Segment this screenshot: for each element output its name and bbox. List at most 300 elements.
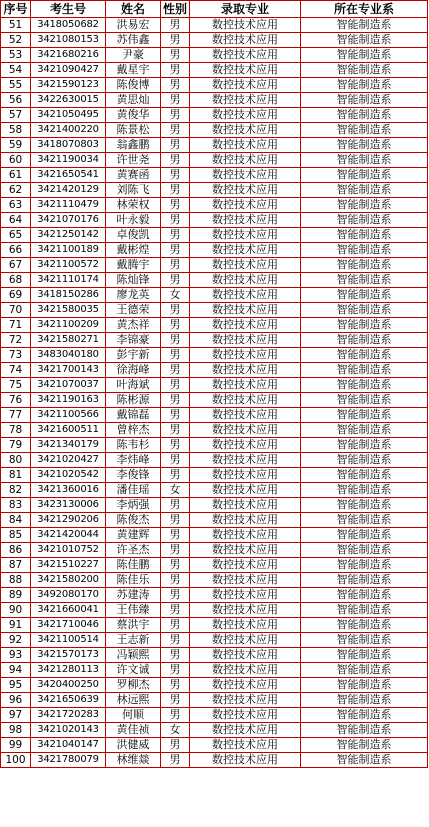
- cell-name: 黄赛函: [106, 168, 161, 183]
- cell-gender: 男: [161, 273, 190, 288]
- cell-name: 林荣权: [106, 198, 161, 213]
- cell-gender: 男: [161, 243, 190, 258]
- cell-exam-id: 3421010752: [31, 543, 106, 558]
- table-row: [1, 258, 428, 273]
- cell-gender: 男: [161, 18, 190, 33]
- cell-major: 数控技术应用: [190, 663, 301, 678]
- table-row: [1, 438, 428, 453]
- cell-gender: 男: [161, 228, 190, 243]
- cell-index: 72: [1, 333, 31, 348]
- cell-index: 75: [1, 378, 31, 393]
- cell-department: 智能制造系: [301, 663, 428, 678]
- cell-gender: 男: [161, 753, 190, 768]
- cell-exam-id: 3421100514: [31, 633, 106, 648]
- cell-exam-id: 3422630015: [31, 93, 106, 108]
- table-row: [1, 378, 428, 393]
- cell-major: 数控技术应用: [190, 408, 301, 423]
- cell-department: 智能制造系: [301, 228, 428, 243]
- cell-name: 陈灿锋: [106, 273, 161, 288]
- table-row: [1, 123, 428, 138]
- cell-exam-id: 3421190163: [31, 393, 106, 408]
- cell-department: 智能制造系: [301, 558, 428, 573]
- cell-index: 84: [1, 513, 31, 528]
- cell-major: 数控技术应用: [190, 168, 301, 183]
- table-row: [1, 273, 428, 288]
- cell-gender: 男: [161, 78, 190, 93]
- cell-gender: 男: [161, 348, 190, 363]
- table-row: [1, 468, 428, 483]
- cell-gender: 男: [161, 198, 190, 213]
- cell-index: 56: [1, 93, 31, 108]
- cell-exam-id: 3421020427: [31, 453, 106, 468]
- cell-gender: 男: [161, 618, 190, 633]
- cell-department: 智能制造系: [301, 123, 428, 138]
- table-row: [1, 738, 428, 753]
- table-row: [1, 168, 428, 183]
- cell-exam-id: 3420400250: [31, 678, 106, 693]
- table-row: [1, 288, 428, 303]
- cell-department: 智能制造系: [301, 453, 428, 468]
- table-row: [1, 243, 428, 258]
- cell-index: 74: [1, 363, 31, 378]
- cell-index: 69: [1, 288, 31, 303]
- cell-index: 79: [1, 438, 31, 453]
- cell-major: 数控技术应用: [190, 63, 301, 78]
- cell-name: 王志新: [106, 633, 161, 648]
- cell-major: 数控技术应用: [190, 18, 301, 33]
- table-row: [1, 198, 428, 213]
- cell-index: 65: [1, 228, 31, 243]
- cell-department: 智能制造系: [301, 243, 428, 258]
- cell-name: 李炜峰: [106, 453, 161, 468]
- cell-department: 智能制造系: [301, 678, 428, 693]
- cell-major: 数控技术应用: [190, 453, 301, 468]
- cell-exam-id: 3421580271: [31, 333, 106, 348]
- cell-gender: 女: [161, 288, 190, 303]
- cell-exam-id: 3421580035: [31, 303, 106, 318]
- cell-major: 数控技术应用: [190, 273, 301, 288]
- cell-name: 林远熙: [106, 693, 161, 708]
- cell-gender: 男: [161, 318, 190, 333]
- cell-index: 90: [1, 603, 31, 618]
- cell-name: 戴彬煌: [106, 243, 161, 258]
- table-row: [1, 543, 428, 558]
- cell-gender: 男: [161, 393, 190, 408]
- cell-index: 76: [1, 393, 31, 408]
- table-header: [1, 1, 428, 18]
- cell-major: 数控技术应用: [190, 753, 301, 768]
- cell-exam-id: 3421650541: [31, 168, 106, 183]
- cell-index: 78: [1, 423, 31, 438]
- cell-major: 数控技术应用: [190, 213, 301, 228]
- table-row: [1, 423, 428, 438]
- cell-major: 数控技术应用: [190, 588, 301, 603]
- cell-index: 88: [1, 573, 31, 588]
- cell-name: 彭宇新: [106, 348, 161, 363]
- cell-exam-id: 3421340179: [31, 438, 106, 453]
- cell-exam-id: 3421070176: [31, 213, 106, 228]
- cell-gender: 男: [161, 63, 190, 78]
- cell-major: 数控技术应用: [190, 573, 301, 588]
- cell-gender: 男: [161, 303, 190, 318]
- table-row: [1, 78, 428, 93]
- cell-exam-id: 3421600511: [31, 423, 106, 438]
- cell-department: 智能制造系: [301, 588, 428, 603]
- cell-exam-id: 3421020542: [31, 468, 106, 483]
- table-row: [1, 753, 428, 768]
- cell-name: 叶永毅: [106, 213, 161, 228]
- cell-gender: 男: [161, 93, 190, 108]
- cell-department: 智能制造系: [301, 183, 428, 198]
- cell-name: 陈景松: [106, 123, 161, 138]
- cell-name: 尹豪: [106, 48, 161, 63]
- cell-major: 数控技术应用: [190, 633, 301, 648]
- cell-department: 智能制造系: [301, 213, 428, 228]
- cell-department: 智能制造系: [301, 273, 428, 288]
- cell-name: 戴腾宇: [106, 258, 161, 273]
- cell-gender: 女: [161, 483, 190, 498]
- cell-major: 数控技术应用: [190, 333, 301, 348]
- table-row: [1, 558, 428, 573]
- cell-department: 智能制造系: [301, 333, 428, 348]
- cell-name: 李俊锋: [106, 468, 161, 483]
- cell-index: 86: [1, 543, 31, 558]
- cell-name: 许圣杰: [106, 543, 161, 558]
- cell-department: 智能制造系: [301, 198, 428, 213]
- cell-major: 数控技术应用: [190, 108, 301, 123]
- cell-name: 林维燚: [106, 753, 161, 768]
- cell-index: 60: [1, 153, 31, 168]
- cell-major: 数控技术应用: [190, 498, 301, 513]
- cell-index: 77: [1, 408, 31, 423]
- table-row: [1, 453, 428, 468]
- cell-department: 智能制造系: [301, 378, 428, 393]
- cell-department: 智能制造系: [301, 648, 428, 663]
- cell-index: 63: [1, 198, 31, 213]
- cell-name: 许世尧: [106, 153, 161, 168]
- table-row: [1, 528, 428, 543]
- cell-major: 数控技术应用: [190, 348, 301, 363]
- cell-exam-id: 3421420129: [31, 183, 106, 198]
- cell-name: 黄思灿: [106, 93, 161, 108]
- cell-name: 刘陈飞: [106, 183, 161, 198]
- cell-gender: 男: [161, 153, 190, 168]
- cell-major: 数控技术应用: [190, 303, 301, 318]
- cell-department: 智能制造系: [301, 633, 428, 648]
- cell-index: 64: [1, 213, 31, 228]
- cell-major: 数控技术应用: [190, 378, 301, 393]
- table-row: [1, 648, 428, 663]
- cell-name: 戴星宇: [106, 63, 161, 78]
- cell-major: 数控技术应用: [190, 438, 301, 453]
- cell-department: 智能制造系: [301, 33, 428, 48]
- cell-department: 智能制造系: [301, 318, 428, 333]
- table-row: [1, 663, 428, 678]
- cell-department: 智能制造系: [301, 498, 428, 513]
- cell-index: 68: [1, 273, 31, 288]
- cell-major: 数控技术应用: [190, 228, 301, 243]
- cell-major: 数控技术应用: [190, 33, 301, 48]
- cell-major: 数控技术应用: [190, 648, 301, 663]
- cell-gender: 男: [161, 558, 190, 573]
- cell-major: 数控技术应用: [190, 258, 301, 273]
- cell-exam-id: 3421100572: [31, 258, 106, 273]
- cell-index: 89: [1, 588, 31, 603]
- cell-department: 智能制造系: [301, 138, 428, 153]
- cell-name: 何顺: [106, 708, 161, 723]
- cell-name: 王德荣: [106, 303, 161, 318]
- header-major: 录取专业: [190, 1, 301, 18]
- table-row: [1, 708, 428, 723]
- cell-name: 洪易宏: [106, 18, 161, 33]
- cell-index: 66: [1, 243, 31, 258]
- cell-exam-id: 3421290206: [31, 513, 106, 528]
- cell-gender: 男: [161, 33, 190, 48]
- cell-department: 智能制造系: [301, 603, 428, 618]
- cell-major: 数控技术应用: [190, 123, 301, 138]
- cell-exam-id: 3421400220: [31, 123, 106, 138]
- cell-exam-id: 3421100209: [31, 318, 106, 333]
- cell-gender: 男: [161, 543, 190, 558]
- cell-gender: 男: [161, 438, 190, 453]
- cell-name: 翁鑫鹏: [106, 138, 161, 153]
- table-row: [1, 33, 428, 48]
- cell-department: 智能制造系: [301, 78, 428, 93]
- cell-name: 苏建涛: [106, 588, 161, 603]
- table-row: [1, 303, 428, 318]
- cell-major: 数控技术应用: [190, 693, 301, 708]
- cell-department: 智能制造系: [301, 63, 428, 78]
- cell-department: 智能制造系: [301, 288, 428, 303]
- cell-index: 99: [1, 738, 31, 753]
- cell-index: 97: [1, 708, 31, 723]
- cell-index: 92: [1, 633, 31, 648]
- table-row: [1, 63, 428, 78]
- cell-name: 陈佳乐: [106, 573, 161, 588]
- table-row: [1, 678, 428, 693]
- cell-name: 苏伟鑫: [106, 33, 161, 48]
- cell-name: 曾梓杰: [106, 423, 161, 438]
- cell-name: 黄佳祯: [106, 723, 161, 738]
- cell-major: 数控技术应用: [190, 603, 301, 618]
- table-row: [1, 588, 428, 603]
- cell-exam-id: 3421590123: [31, 78, 106, 93]
- cell-major: 数控技术应用: [190, 528, 301, 543]
- cell-major: 数控技术应用: [190, 393, 301, 408]
- cell-department: 智能制造系: [301, 723, 428, 738]
- table-row: [1, 18, 428, 33]
- cell-index: 51: [1, 18, 31, 33]
- table-row: [1, 618, 428, 633]
- cell-exam-id: 3421100566: [31, 408, 106, 423]
- cell-gender: 男: [161, 363, 190, 378]
- cell-name: 陈佳鹏: [106, 558, 161, 573]
- cell-gender: 男: [161, 678, 190, 693]
- table-row: [1, 228, 428, 243]
- cell-index: 73: [1, 348, 31, 363]
- cell-index: 62: [1, 183, 31, 198]
- table-row: [1, 693, 428, 708]
- table-row: [1, 318, 428, 333]
- cell-gender: 男: [161, 693, 190, 708]
- cell-department: 智能制造系: [301, 423, 428, 438]
- cell-exam-id: 3421080153: [31, 33, 106, 48]
- table-row: [1, 93, 428, 108]
- cell-major: 数控技术应用: [190, 543, 301, 558]
- cell-index: 71: [1, 318, 31, 333]
- cell-gender: 男: [161, 573, 190, 588]
- cell-major: 数控技术应用: [190, 708, 301, 723]
- cell-exam-id: 3421420044: [31, 528, 106, 543]
- cell-index: 81: [1, 468, 31, 483]
- cell-department: 智能制造系: [301, 93, 428, 108]
- cell-index: 93: [1, 648, 31, 663]
- cell-index: 67: [1, 258, 31, 273]
- cell-department: 智能制造系: [301, 543, 428, 558]
- cell-gender: 男: [161, 408, 190, 423]
- cell-name: 陈俊杰: [106, 513, 161, 528]
- table-row: [1, 513, 428, 528]
- cell-gender: 男: [161, 498, 190, 513]
- table-row: [1, 723, 428, 738]
- cell-gender: 男: [161, 468, 190, 483]
- table-row: [1, 393, 428, 408]
- cell-department: 智能制造系: [301, 408, 428, 423]
- cell-exam-id: 3421040147: [31, 738, 106, 753]
- cell-gender: 男: [161, 648, 190, 663]
- cell-exam-id: 3421680216: [31, 48, 106, 63]
- cell-exam-id: 3421570173: [31, 648, 106, 663]
- cell-index: 52: [1, 33, 31, 48]
- cell-department: 智能制造系: [301, 258, 428, 273]
- cell-name: 李炳强: [106, 498, 161, 513]
- cell-index: 91: [1, 618, 31, 633]
- table-row: [1, 153, 428, 168]
- cell-major: 数控技术应用: [190, 723, 301, 738]
- cell-department: 智能制造系: [301, 468, 428, 483]
- cell-name: 洪健威: [106, 738, 161, 753]
- cell-gender: 男: [161, 333, 190, 348]
- table-row: [1, 213, 428, 228]
- cell-exam-id: 3421710046: [31, 618, 106, 633]
- cell-gender: 男: [161, 528, 190, 543]
- table-row: [1, 108, 428, 123]
- cell-major: 数控技术应用: [190, 558, 301, 573]
- header-exam-id: 考生号: [31, 1, 106, 18]
- cell-exam-id: 3421070037: [31, 378, 106, 393]
- cell-exam-id: 3421090427: [31, 63, 106, 78]
- cell-exam-id: 3421700143: [31, 363, 106, 378]
- cell-department: 智能制造系: [301, 303, 428, 318]
- cell-gender: 男: [161, 108, 190, 123]
- cell-gender: 男: [161, 588, 190, 603]
- cell-major: 数控技术应用: [190, 423, 301, 438]
- cell-index: 57: [1, 108, 31, 123]
- table-row: [1, 633, 428, 648]
- cell-gender: 男: [161, 513, 190, 528]
- cell-name: 罗柳杰: [106, 678, 161, 693]
- cell-index: 59: [1, 138, 31, 153]
- table-row: [1, 498, 428, 513]
- cell-exam-id: 3423130006: [31, 498, 106, 513]
- cell-gender: 男: [161, 708, 190, 723]
- cell-gender: 男: [161, 603, 190, 618]
- table-row: [1, 363, 428, 378]
- cell-name: 蔡洪宇: [106, 618, 161, 633]
- cell-exam-id: 3421020143: [31, 723, 106, 738]
- cell-gender: 男: [161, 123, 190, 138]
- cell-department: 智能制造系: [301, 693, 428, 708]
- cell-name: 许文诚: [106, 663, 161, 678]
- cell-department: 智能制造系: [301, 738, 428, 753]
- cell-department: 智能制造系: [301, 618, 428, 633]
- cell-exam-id: 3421050495: [31, 108, 106, 123]
- cell-department: 智能制造系: [301, 513, 428, 528]
- cell-major: 数控技术应用: [190, 78, 301, 93]
- cell-index: 80: [1, 453, 31, 468]
- header-department: 所在专业系: [301, 1, 428, 18]
- cell-name: 陈韦杉: [106, 438, 161, 453]
- table-row: [1, 183, 428, 198]
- cell-major: 数控技术应用: [190, 363, 301, 378]
- cell-department: 智能制造系: [301, 753, 428, 768]
- cell-name: 潘佳瑶: [106, 483, 161, 498]
- cell-gender: 男: [161, 213, 190, 228]
- header-index: 序号: [1, 1, 31, 18]
- cell-index: 98: [1, 723, 31, 738]
- cell-department: 智能制造系: [301, 153, 428, 168]
- cell-exam-id: 3421780079: [31, 753, 106, 768]
- cell-major: 数控技术应用: [190, 678, 301, 693]
- cell-major: 数控技术应用: [190, 288, 301, 303]
- header-row: [1, 1, 428, 18]
- cell-gender: 男: [161, 633, 190, 648]
- cell-name: 王伟臻: [106, 603, 161, 618]
- cell-index: 87: [1, 558, 31, 573]
- cell-major: 数控技术应用: [190, 48, 301, 63]
- cell-index: 83: [1, 498, 31, 513]
- cell-index: 54: [1, 63, 31, 78]
- cell-name: 黄俊华: [106, 108, 161, 123]
- cell-exam-id: 3483040180: [31, 348, 106, 363]
- cell-gender: 男: [161, 168, 190, 183]
- table-row: [1, 333, 428, 348]
- table-body: [1, 18, 428, 768]
- cell-major: 数控技术应用: [190, 153, 301, 168]
- cell-name: 黄建辉: [106, 528, 161, 543]
- cell-gender: 男: [161, 258, 190, 273]
- cell-exam-id: 3421110479: [31, 198, 106, 213]
- cell-department: 智能制造系: [301, 363, 428, 378]
- cell-exam-id: 3418070803: [31, 138, 106, 153]
- table-row: [1, 603, 428, 618]
- cell-major: 数控技术应用: [190, 243, 301, 258]
- cell-exam-id: 3418050682: [31, 18, 106, 33]
- cell-department: 智能制造系: [301, 108, 428, 123]
- cell-name: 徐海峰: [106, 363, 161, 378]
- cell-name: 李锦豪: [106, 333, 161, 348]
- cell-name: 陈俊博: [106, 78, 161, 93]
- cell-index: 61: [1, 168, 31, 183]
- cell-exam-id: 3421660041: [31, 603, 106, 618]
- cell-exam-id: 3421720283: [31, 708, 106, 723]
- cell-exam-id: 3421280113: [31, 663, 106, 678]
- table-row: [1, 483, 428, 498]
- cell-index: 96: [1, 693, 31, 708]
- cell-name: 戴锦磊: [106, 408, 161, 423]
- cell-gender: 男: [161, 423, 190, 438]
- cell-gender: 男: [161, 138, 190, 153]
